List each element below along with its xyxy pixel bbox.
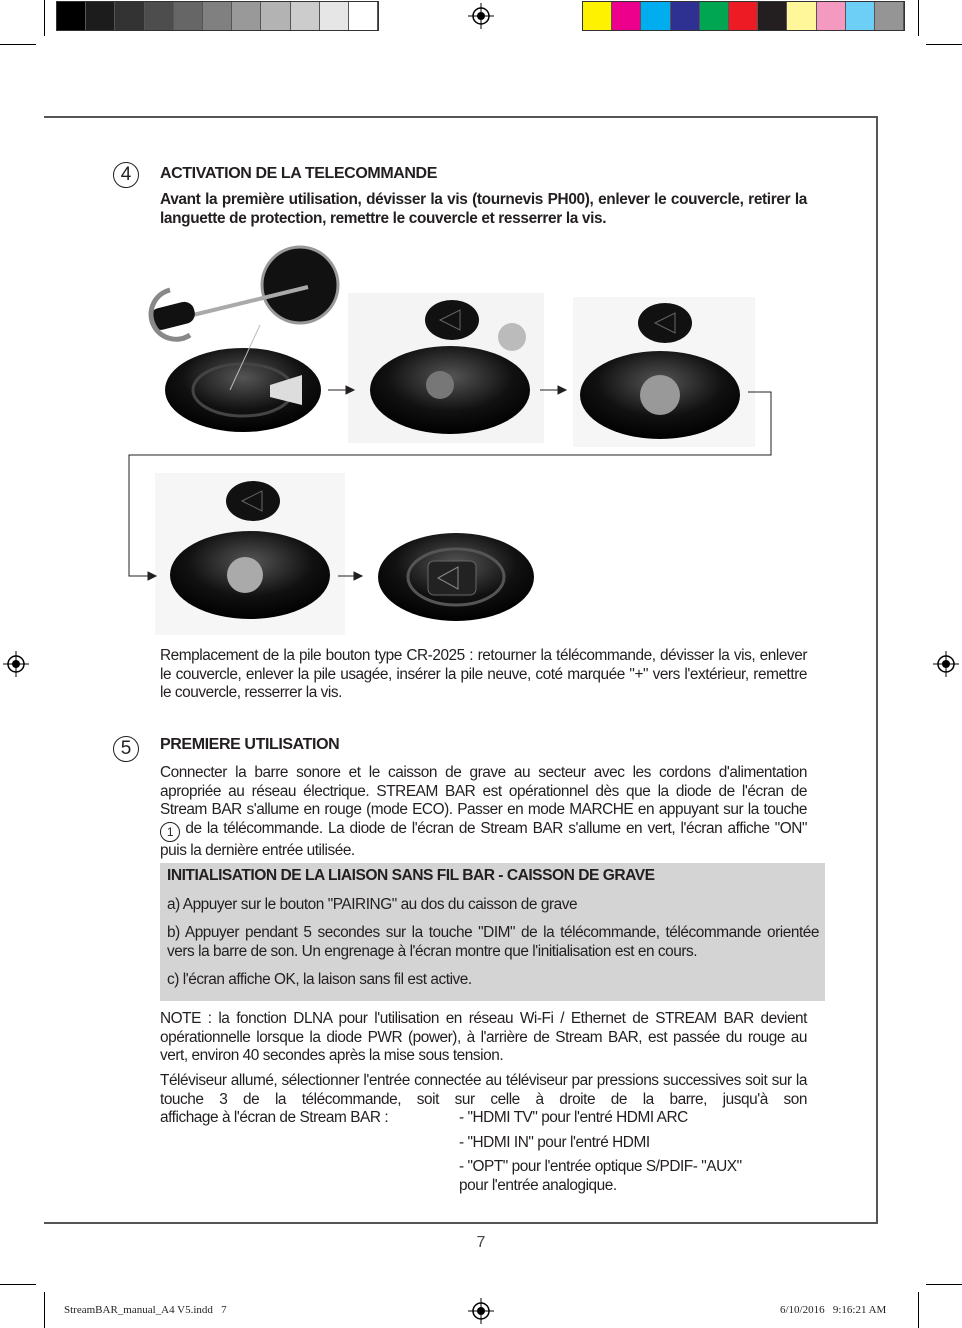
color-swatch	[115, 2, 144, 30]
color-swatch	[787, 2, 816, 30]
pairing-title: INITIALISATION DE LA LIAISON SANS FIL BAR - CAISSON DE GRAVE	[167, 867, 655, 884]
section-4-intro: Avant la première utilisation, dévisser la vis (tournevis PH00), enlever le couvercle, retirer la languette de protection, remettre le couvercle et resserrer la vis.	[160, 191, 807, 227]
remote-step-5	[378, 533, 534, 621]
color-swatch	[291, 2, 320, 30]
color-swatch	[583, 2, 612, 30]
registration-mark-icon	[468, 1298, 494, 1324]
registration-mark-icon	[933, 651, 959, 677]
pairing-step-b: b) Appuyer pendant 5 secondes sur la touche "DIM" de la télécommande, télécommande orientée vers la barre de son. Un engrenage à l'écran montre que l'initialisation est en cours.	[167, 924, 819, 960]
color-swatch	[349, 2, 378, 30]
crop-mark	[926, 1284, 962, 1285]
color-swatch	[612, 2, 641, 30]
crop-mark	[44, 0, 45, 36]
pairing-box	[160, 863, 825, 1001]
tv-input-text: Téléviseur allumé, sélectionner l'entrée connectée au téléviseur par pressions successives soit sur la touche 3 de la télécommande, soit sur celle à droite de la barre, jusqu'à son	[160, 1072, 807, 1108]
input-item: - "HDMI TV" pour l'entré HDMI ARC	[459, 1109, 688, 1126]
step-number-4: 4	[113, 162, 139, 188]
step-number-5: 5	[113, 736, 139, 762]
crop-mark	[0, 44, 36, 45]
input-item: - "HDMI IN" pour l'entré HDMI	[459, 1133, 650, 1151]
crop-mark	[0, 1284, 36, 1285]
color-swatch	[86, 2, 115, 30]
tv-input-text-last: affichage à l'écran de Stream BAR :	[160, 1109, 389, 1126]
color-swatch	[145, 2, 174, 30]
color-swatch	[846, 2, 875, 30]
first-use-text	[160, 764, 807, 860]
remote-key-1-icon: 1	[160, 822, 180, 842]
dlna-note: NOTE : la fonction DLNA pour l'utilisation en réseau Wi-Fi / Ethernet de STREAM BAR devient opérationnelle lorsque la diode PWR (power), à l'arrière de Stream BAR, est passée du rouge au vert, environ 40 secondes après la mise sous tension.	[160, 1010, 807, 1065]
crop-mark	[918, 1292, 919, 1328]
color-swatch	[174, 2, 203, 30]
grayscale-bar	[56, 1, 379, 31]
color-swatch	[758, 2, 787, 30]
crop-mark	[918, 0, 919, 36]
color-swatch	[232, 2, 261, 30]
section-5-title: PREMIERE UTILISATION	[160, 736, 340, 753]
page-number: 7	[476, 1234, 486, 1251]
registration-mark-icon	[468, 3, 494, 29]
color-swatch	[729, 2, 758, 30]
color-swatch	[817, 2, 846, 30]
color-swatch	[261, 2, 290, 30]
first-use-text-part1: Connecter la barre sonore et le caisson de grave au secteur avec les cordons d'alimentation apropriée au réseau électrique. STREAM BAR est opérationnel dès que la diode de l'écran de Stream BAR s'allume en rouge (mode ECO). Passer en mode MARCHE en appuyant sur la touche	[160, 764, 807, 819]
footer-file: StreamBAR_manual_A4 V5.indd 7	[64, 1304, 227, 1316]
pairing-step-a: a) Appuyer sur le bouton "PAIRING" au dos du caisson de grave	[167, 896, 578, 913]
input-item: pour l'entrée analogique.	[459, 1176, 617, 1194]
footer-date: 6/10/2016 9:16:21 AM	[780, 1304, 887, 1316]
color-swatch	[700, 2, 729, 30]
color-swatch	[57, 2, 86, 30]
crop-mark	[926, 44, 962, 45]
crop-mark	[44, 1292, 45, 1328]
color-bar	[582, 1, 905, 31]
color-swatch	[671, 2, 700, 30]
color-swatch	[875, 2, 904, 30]
remote-step-1	[148, 247, 338, 432]
pairing-step-c: c) l'écran affiche OK, la laison sans fil est active.	[167, 971, 472, 988]
battery-replacement-text: Remplacement de la pile bouton type CR-2025 : retourner la télécommande, dévisser la vis, enlever le couvercle, enlever la pile usagée, insérer la pile neuve, coté marquée "+" vers l'extérieur, remettre le couvercle, resserrer la vis.	[160, 647, 807, 702]
color-swatch	[641, 2, 670, 30]
remote-battery-illustration	[120, 245, 780, 645]
color-swatch	[320, 2, 349, 30]
input-list	[459, 1109, 742, 1195]
color-swatch	[203, 2, 232, 30]
first-use-text-part2: de la télécommande. La diode de l'écran de Stream BAR s'allume en vert, l'écran affiche "ON" puis la dernière entrée utilisée.	[160, 819, 807, 859]
section-4-title: ACTIVATION DE LA TELECOMMANDE	[160, 165, 437, 182]
registration-mark-icon	[3, 651, 29, 677]
input-item: - "OPT" pour l'entrée optique S/PDIF- "AUX"	[459, 1158, 742, 1176]
